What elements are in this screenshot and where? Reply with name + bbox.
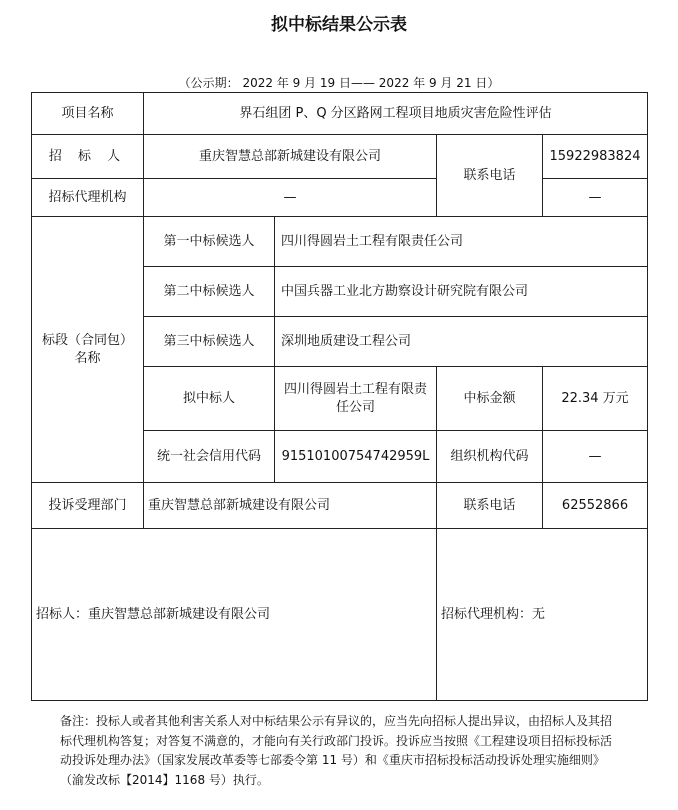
candidate-3-label: 第三中标候选人: [144, 317, 275, 367]
candidate-3-value: 深圳地质建设工程公司: [275, 317, 648, 367]
row-agency: [32, 179, 648, 217]
credit-code-value: 91510100754742959L: [275, 431, 437, 483]
row-signatures: [32, 529, 648, 701]
winner-value: 四川得圆岩土工程有限责任公司: [275, 367, 437, 431]
complaint-dept-value: 重庆智慧总部新城建设有限公司: [144, 483, 437, 529]
signature-tenderer: 招标人：重庆智慧总部新城建设有限公司: [32, 529, 437, 701]
row-candidate-1: [32, 217, 648, 267]
agency-label: 招标代理机构: [32, 179, 144, 217]
document-title: 拟中标结果公示表: [271, 15, 407, 35]
winner-label: 拟中标人: [144, 367, 275, 431]
complaint-dept-label: 投诉受理部门: [32, 483, 144, 529]
project-name-label: 项目名称: [32, 93, 144, 135]
project-name-value: 界石组团 P、Q 分区路网工程项目地质灾害危险性评估: [144, 93, 648, 135]
candidate-1-label: 第一中标候选人: [144, 217, 275, 267]
candidate-1-value: 四川得圆岩土工程有限责任公司: [275, 217, 648, 267]
tenderer-label: 招 标 人: [32, 135, 144, 179]
contact-phone-label: 联系电话: [437, 135, 543, 217]
agency-phone-value: —: [543, 179, 648, 217]
amount-value: 22.34 万元: [543, 367, 648, 431]
candidate-2-label: 第二中标候选人: [144, 267, 275, 317]
credit-code-label: 统一社会信用代码: [144, 431, 275, 483]
section-name-label-text: 标段（合同包）名称: [41, 332, 133, 366]
publicity-period: （公示期： 2022 年 9 月 19 日—— 2022 年 9 月 21 日）: [178, 76, 500, 90]
contact-phone-value: 15922983824: [543, 135, 648, 179]
row-complaint-dept: [32, 483, 648, 529]
org-code-value: —: [543, 431, 648, 483]
complaint-phone-label: 联系电话: [437, 483, 543, 529]
signature-agency: 招标代理机构：无: [437, 529, 648, 701]
row-tenderer: [32, 135, 648, 179]
row-project-name: [32, 93, 648, 135]
candidate-2-value: 中国兵器工业北方勘察设计研究院有限公司: [275, 267, 648, 317]
remarks-note: 备注：投标人或者其他利害关系人对中标结果公示有异议的，应当先向招标人提出异议，由招标人及其招标代理机构答复；对答复不满意的，才能向有关行政部门投诉。投诉应当按照《工程建设项目招标投标活动投诉处理办法》（国家发展改革委等七部委令第 11 号）和《重庆市招标投标活动投诉处理实施细则》（渝发改标【2014】1168 号）执行。: [60, 714, 613, 787]
org-code-label: 组织机构代码: [437, 431, 543, 483]
bid-result-table: [31, 92, 648, 701]
complaint-phone-value: 62552866: [543, 483, 648, 529]
agency-value: —: [144, 179, 437, 217]
amount-label: 中标金额: [437, 367, 543, 431]
tenderer-value: 重庆智慧总部新城建设有限公司: [144, 135, 437, 179]
section-name-label: [32, 217, 144, 483]
